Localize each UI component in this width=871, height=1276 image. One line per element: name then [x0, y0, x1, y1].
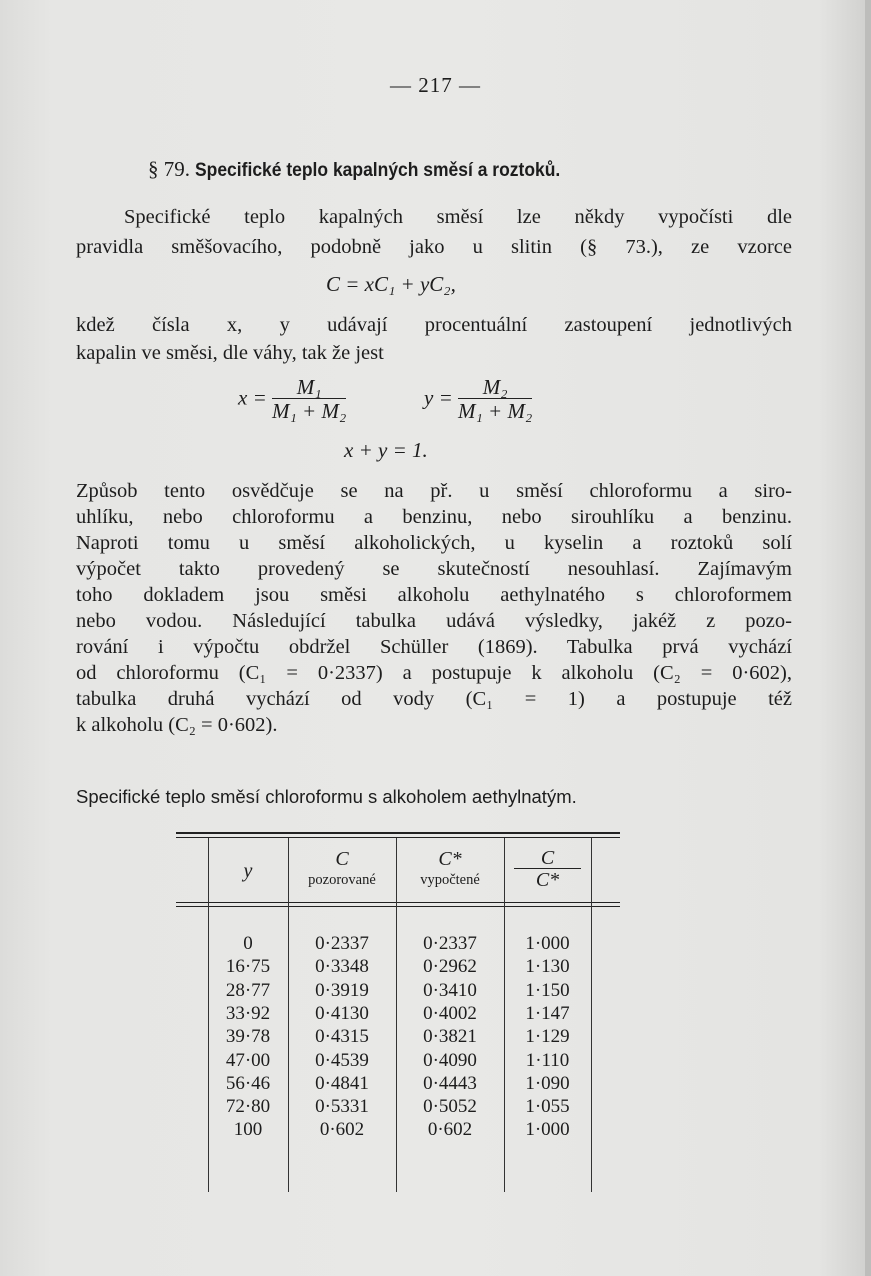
table-cell: 0: [243, 933, 253, 954]
text-line: k alkoholu (C₂ = 0·602).: [76, 714, 278, 736]
table-cell: 1·110: [525, 1049, 570, 1071]
header-c-star-computed: [396, 848, 504, 890]
section-heading: [148, 157, 592, 182]
table-cell: 72·80: [225, 1096, 271, 1118]
formula-mixing-rule: C = xC₁ + yC₂,: [326, 272, 456, 296]
table-cell: 0·5052: [423, 1096, 477, 1118]
table-cell: 0·3348: [315, 956, 369, 978]
table-cell: 1·090: [525, 1072, 570, 1094]
text-line: tabulka druhá vychází od vody (C₁ = 1) a postupuje též: [76, 688, 792, 710]
text-line: toho dokladem jsou směsi alkoholu aethylnatého s chloroformem: [76, 584, 792, 606]
table-cell: 1·150: [525, 979, 570, 1001]
header-ratio-numerator: C: [540, 847, 555, 869]
specific-heat-table: [176, 832, 620, 1192]
section-number: § 79.: [148, 157, 190, 181]
paragraph-discussion: [76, 478, 792, 738]
table-cell: 47·00: [225, 1049, 271, 1071]
table-cell: 0·4841: [315, 1072, 369, 1094]
formula-x-lhs: x =: [238, 385, 267, 410]
text-line: Specifické teplo kapalných směsí lze někdy vypočísti dle: [124, 206, 792, 228]
paragraph-intro: [76, 204, 792, 260]
fraction-y-denominator: M₁ + M₂: [458, 399, 533, 423]
column-divider: [591, 838, 592, 1192]
text-line: nebo vodou. Následující tabulka udává výsledky, jakéž z pozo-: [76, 610, 792, 632]
table-cell: 0·4443: [423, 1072, 477, 1094]
table-cell: 0·4315: [315, 1026, 369, 1048]
table-cell: 1·147: [525, 1002, 570, 1024]
table-cell: 0·5331: [315, 1096, 369, 1118]
table-cell: 0·4090: [423, 1049, 477, 1071]
formula-x-fraction: [238, 376, 346, 423]
text-line: Způsob tento osvědčuje se na př. u směsí chloroformu a siro-: [76, 480, 792, 502]
header-c-star-label: vypočtené: [420, 872, 480, 888]
table-cell: 0·602: [427, 1119, 473, 1141]
formula-y-lhs: y =: [424, 385, 453, 410]
table-cell: 0·3919: [315, 979, 369, 1001]
table-cell: 39·78: [225, 1026, 271, 1048]
table-top-rule: [176, 832, 620, 834]
table-cell: 1·130: [525, 956, 570, 978]
text-line: rování i výpočtu obdržel Schüller (1869). Tabulka prvá vychází: [76, 636, 792, 658]
header-rule-thin: [176, 906, 620, 907]
table-cell: 0·3410: [423, 979, 477, 1001]
table-cell: 0·4130: [315, 1002, 369, 1024]
table-cell: 1·129: [525, 1026, 570, 1048]
table-cell: 100: [233, 1119, 263, 1141]
header-c-star-symbol: C*: [438, 848, 462, 870]
table-cell: 28·77: [225, 979, 271, 1001]
header-y-symbol: y: [243, 860, 253, 882]
formula-y-fraction: [424, 376, 532, 423]
table-cell: 0·2962: [423, 956, 477, 978]
table-top-rule-thin: [176, 837, 620, 838]
text-line: pravidla směšovacího, podobně jako u slitin (§ 73.), ze vzorce: [76, 236, 792, 258]
table-cell: 1·000: [525, 933, 570, 954]
table-cell: 0·4539: [315, 1049, 369, 1071]
table-cell: 0·602: [319, 1119, 365, 1141]
header-ratio: [504, 848, 591, 891]
table-cell: 33·92: [225, 1002, 271, 1024]
text-line: kdež čísla x, y udávají procentuální zastoupení jednotlivých: [76, 314, 792, 336]
table-caption: Specifické teplo směsí chloroformu s alkoholem aethylnatým.: [76, 786, 577, 807]
text-line: kapalin ve směsi, dle váhy, tak že jest: [76, 342, 384, 364]
table-cell: 56·46: [225, 1072, 271, 1094]
fraction-x: [272, 376, 346, 423]
fraction-y-numerator: M₂: [458, 376, 532, 399]
fraction-y: [458, 376, 532, 423]
fraction-x-numerator: M₁: [272, 376, 346, 399]
text-line: Naproti tomu u směsí alkoholických, u kyselin a roztoků solí: [76, 532, 792, 554]
header-ratio-denominator: C*: [514, 868, 581, 891]
paragraph-definition: [76, 312, 792, 366]
header-c-observed: [288, 848, 396, 890]
page-edge: [865, 0, 871, 1276]
page-number: — 217 —: [390, 73, 481, 97]
table-cell: 1·000: [525, 1119, 570, 1141]
header-c-symbol: C: [335, 848, 349, 870]
header-c-label: pozorované: [308, 872, 376, 888]
text-line: od chloroformu (C₁ = 0·2337) a postupuje k alkoholu (C₂ = 0·602),: [76, 662, 792, 684]
text-line: výpočet takto provedený se skutečností nesouhlasí. Zajímavým: [76, 558, 792, 580]
table-cell: 0·4002: [423, 1002, 477, 1024]
header-ratio-fraction: [504, 848, 591, 891]
table-cell: 0·2337: [315, 933, 369, 954]
table-cell: 0·3821: [423, 1026, 477, 1048]
section-title: Specifické teplo kapalných směsí a roztoků.: [195, 160, 561, 181]
table-cell: 1·055: [525, 1096, 570, 1118]
table-cell: 16·75: [225, 956, 271, 978]
formula-sum: x + y = 1.: [344, 438, 428, 462]
text-line: uhlíku, nebo chloroformu a benzinu, nebo sirouhlíku a benzinu.: [76, 506, 792, 528]
fraction-x-denominator: M₁ + M₂: [272, 399, 347, 423]
header-y: [208, 860, 288, 882]
header-rule: [176, 902, 620, 903]
table-cell: 0·2337: [423, 933, 477, 954]
